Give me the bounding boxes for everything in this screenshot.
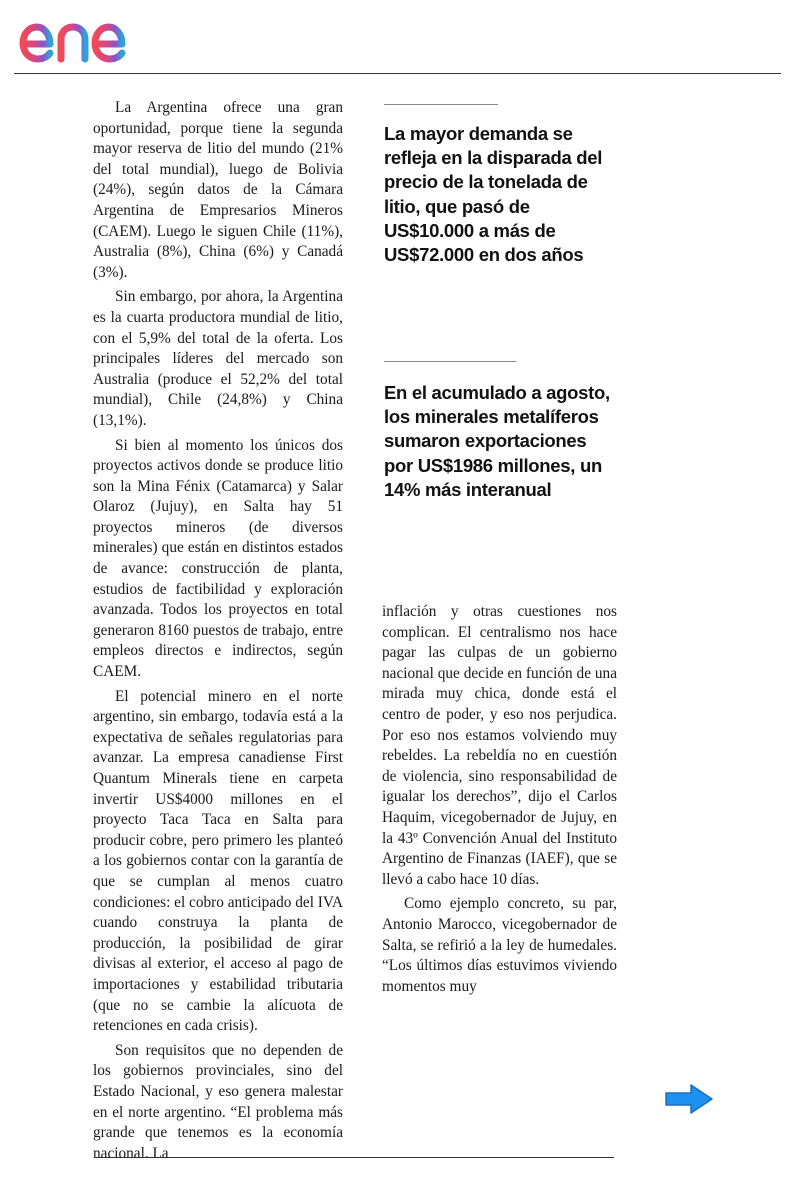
pull-quote: En el acumulado a agosto, los minerales metalíferos sumaron exportaciones por US$1986 millones, un 14% más interanual (384, 382, 610, 500)
paragraph: Como ejemplo concreto, su par, Antonio Marocco, vicegobernador de Salta, se refirió a la ley de humedales. “Los últimos días estuvimos viviendo momentos muy (382, 895, 617, 995)
paragraph: Son requisitos que no dependen de los gobiernos provinciales, sino del Estado Nacional, y eso genera malestar en el norte argentino. “El problema más grande que tenemos es la economía nacional. La (93, 1041, 343, 1162)
pull-quote-rule (384, 104, 498, 105)
enel-logo-mark (16, 6, 176, 68)
paragraph: inflación y otras cuestiones nos complican. El centralismo nos hace pagar las culpas de un gobierno nacional que decide en función de una mirada muy chica, donde está el centro de poder, y eso nos perjudica. Por eso nos estamos volviendo muy rebeldes. La rebeldía no en cuestión de violencia, sino responsabilidad de igualar los derechos”, dijo el Carlos Haquim, vicegobernador de Jujuy, en la 43º Convención Anual del Instituto Argentino de Finanzas (IAEF), que se llevó a cabo hace 10 días. (382, 603, 617, 888)
pull-quote-rule (384, 361, 516, 362)
left-text-column (93, 98, 343, 1168)
pull-quote: La mayor demanda se refleja en la disparada del precio de la tonelada de litio, que pasó de US$10.000 a más de US$72.000 en dos años (384, 123, 603, 266)
arrow-right-icon (663, 1082, 715, 1116)
footer-divider (95, 1157, 614, 1158)
right-text-column (382, 602, 617, 1001)
paragraph: Sin embargo, por ahora, la Argentina es la cuarta productora mundial de litio, con el 5,9% del total de la oferta. Los principales líderes del mercado son Australia (produce el 52,2% del total mundial), Chile (24,8%) y China (13,1%). (93, 288, 343, 429)
enel-logo (16, 6, 176, 68)
paragraph: El potencial minero en el norte argentino, sin embargo, todavía está a la expectativa de señales regulatorias para avanzar. La empresa canadiense First Quantum Minerals tiene en carpeta invertir US$4000 millones en el proyecto Taca Taca en Salta para producir cobre, pero primero les planteó a los gobiernos contar con la garantía de que se cumplan al menos cuatro condiciones: el cobro anticipado del IVA cuando construya la planta de producción, la posibilidad de girar divisas al exterior, el acceso al pago de importaciones y estabilidad tributaria (que no se cambie la alícuota de retenciones en cada crisis). (93, 687, 343, 1035)
paragraph: Si bien al momento los únicos dos proyectos activos donde se produce litio son la Mina Fénix (Catamarca) y Salar Olaroz (Jujuy), en Salta hay 51 proyectos mineros (de diversos minerales) que están en distintos estados de avance: construcción de planta, estudios de factibilidad y exploración avanzada. Todos los proyectos en total generaron 8160 puestos de trabajo, entre empleos directos e indirectos, según CAEM. (93, 436, 343, 681)
header-divider (14, 73, 781, 74)
next-page-button[interactable] (663, 1082, 715, 1116)
paragraph: La Argentina ofrece una gran oportunidad, porque tiene la segunda mayor reserva de litio del mundo (21% del total mundial), luego de Bolivia (24%), según datos de la Cámara Argentina de Empresarios Mineros (CAEM). Luego le siguen Chile (11%), Australia (8%), China (6%) y Canadá (3%). (93, 99, 343, 281)
